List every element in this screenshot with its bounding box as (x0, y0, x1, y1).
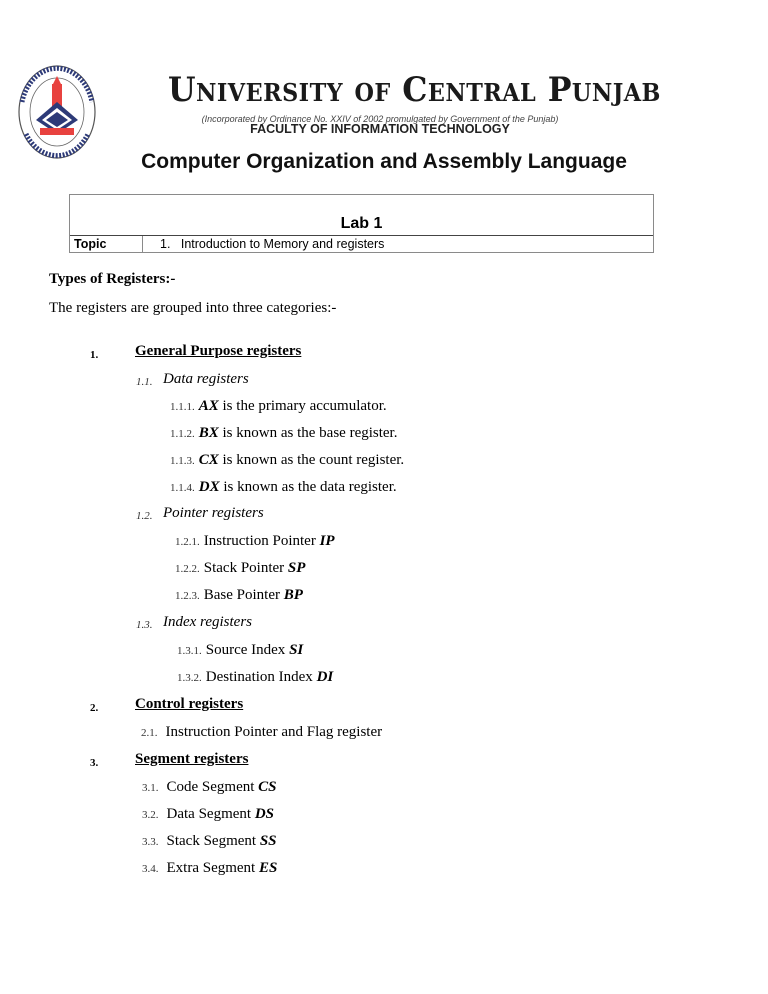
register-name: SI (289, 642, 304, 658)
university-crest-icon (16, 62, 98, 162)
topic-label: Topic (74, 237, 107, 251)
subgroup-heading: Data registers (163, 371, 249, 387)
list-item: 1.3.2. Destination Index DI (177, 669, 334, 685)
category-heading: Control registers (135, 696, 244, 712)
course-title: Computer Organization and Assembly Language (141, 150, 627, 173)
list-number: 2. (90, 702, 99, 714)
topic-value: 1. Introduction to Memory and registers (160, 237, 385, 251)
intro-paragraph: The registers are grouped into three categories:- (49, 300, 337, 316)
register-name: CX (198, 452, 219, 468)
list-item: 1.2.3. Base Pointer BP (175, 587, 303, 603)
register-name: ES (258, 860, 278, 876)
list-item: 1.1.2. BX is known as the base register. (170, 425, 398, 441)
subgroup-heading: Index registers (163, 614, 253, 630)
list-number: 3. (90, 757, 99, 769)
list-number: 1. (90, 349, 99, 361)
list-item: 3.1. Code Segment CS (142, 779, 277, 795)
register-name: DS (254, 806, 274, 822)
category-heading: Segment registers (135, 751, 249, 767)
column-divider (142, 236, 143, 252)
incorporation-note: (Incorporated by Ordinance No. XXIV of 2002 promulgated by Government of the Punjab) (201, 114, 559, 124)
register-name: IP (319, 533, 335, 549)
list-number: 1.3. (136, 619, 153, 631)
list-number: 1.1. (136, 376, 153, 388)
lab-row (70, 195, 653, 236)
category-heading: General Purpose registers (135, 343, 302, 359)
list-item: 1.1.1. AX is the primary accumulator. (170, 398, 387, 414)
register-name: AX (198, 398, 219, 414)
list-item: 3.2. Data Segment DS (142, 806, 274, 822)
lab-label: Lab 1 (340, 215, 383, 232)
list-item: 1.1.4. DX is known as the data register. (170, 479, 397, 495)
list-item: 1.1.3. CX is known as the count register. (170, 452, 405, 468)
list-item: 2.1. Instruction Pointer and Flag register (141, 724, 383, 740)
list-item: 1.2.1. Instruction Pointer IP (175, 533, 335, 549)
list-item: 3.3. Stack Segment SS (142, 833, 277, 849)
register-name: SP (287, 560, 306, 576)
subgroup-heading: Pointer registers (163, 505, 264, 521)
list-number: 1.2. (136, 510, 153, 522)
list-item: 1.2.2. Stack Pointer SP (175, 560, 306, 576)
lab-info-table (69, 194, 654, 253)
register-name: DI (316, 669, 334, 685)
list-item: 3.4. Extra Segment ES (142, 860, 278, 876)
register-name: BX (198, 425, 219, 441)
faculty-name: FACULTY OF INFORMATION TECHNOLOGY (250, 122, 510, 136)
topic-row (70, 236, 653, 252)
register-name: CS (258, 779, 277, 795)
register-name: DX (198, 479, 220, 495)
register-name: SS (259, 833, 277, 849)
university-name: University of Central Punjab (168, 70, 661, 110)
section-heading: Types of Registers:- (49, 271, 176, 287)
register-name: BP (283, 587, 303, 603)
list-item: 1.3.1. Source Index SI (177, 642, 304, 658)
